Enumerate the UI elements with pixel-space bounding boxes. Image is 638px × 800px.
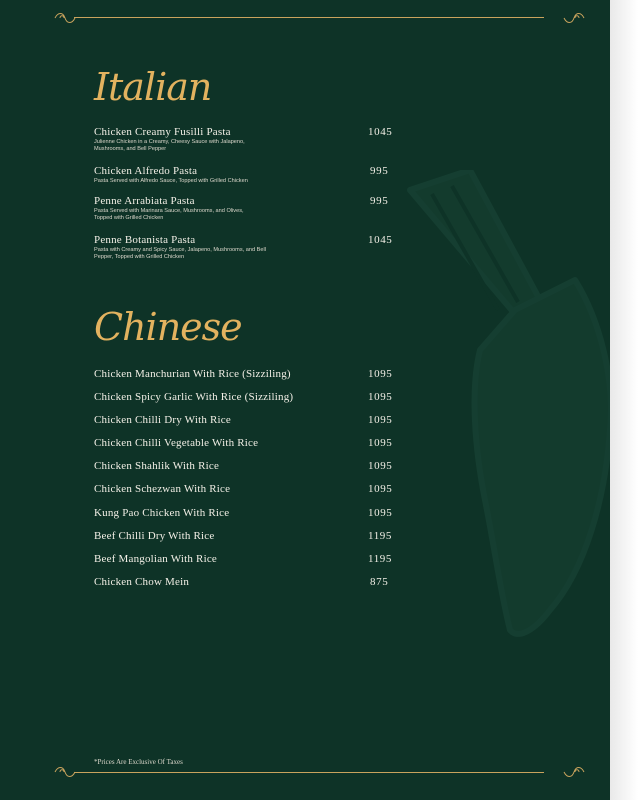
menu-item [94,195,394,222]
flourish-ornament-icon [54,10,76,26]
tax-footnote: *Prices Are Exclusive Of Taxes [94,758,183,766]
menu-item-name: Chicken Shahlik With Rice [94,460,220,472]
menu-item-name: Chicken Manchurian With Rice (Sizziling) [94,368,291,380]
menu-item [94,165,394,185]
page-edge [610,0,638,800]
menu-item-name: Chicken Chilli Vegetable With Rice [94,437,259,449]
item-description: Pasta Served with Marinara Sauce, Mushrooms, and Olives, Topped with Grilled Chicken [94,208,244,221]
item-price: 1095 [368,368,393,380]
menu-item [94,234,394,261]
item-price: 1045 [368,234,393,246]
flourish-ornament-icon [563,10,585,26]
item-price: 995 [370,195,389,207]
item-price: 995 [370,165,389,177]
flourish-ornament-icon [563,764,585,780]
italian-section-title: Italian [94,65,212,109]
spatula-icon [400,170,610,650]
bottom-gold-rule [74,772,544,773]
item-price: 1095 [368,483,393,495]
menu-item-name: Kung Pao Chicken With Rice [94,507,230,519]
item-name: Penne Arrabiata Pasta [94,195,195,207]
menu-item-name: Chicken Spicy Garlic With Rice (Sizziling) [94,391,294,403]
item-price: 1095 [368,391,393,403]
menu-item-name: Beef Mangolian With Rice [94,553,217,565]
flourish-ornament-icon [54,764,76,780]
menu-item-name: Beef Chilli Dry With Rice [94,530,215,542]
item-price: 1195 [368,530,392,542]
item-name: Chicken Alfredo Pasta [94,165,198,177]
menu-item-name: Chicken Schezwan With Rice [94,483,231,495]
menu-item-name: Chicken Chow Mein [94,576,190,588]
item-price: 1195 [368,553,392,565]
item-price: 1095 [368,460,393,472]
item-description: Julienne Chicken in a Creamy, Cheesy Sauce with Jalapeno, Mushrooms, and Bell Pepper [94,139,245,152]
item-description: Pasta with Creamy and Spicy Sauce, Jalapeno, Mushrooms, and Bell Pepper, Topped with Grilled Chicken [94,247,266,260]
top-gold-rule [74,17,544,18]
menu-item-name: Chicken Chilli Dry With Rice [94,414,231,426]
item-price: 1095 [368,414,393,426]
item-price: 1045 [368,126,393,138]
item-price: 875 [370,576,389,588]
menu-item [94,126,394,153]
item-name: Penne Botanista Pasta [94,234,196,246]
chinese-section-title: Chinese [94,305,242,349]
item-description: Pasta Served with Alfredo Sauce, Topped with Grilled Chicken [94,178,248,184]
item-name: Chicken Creamy Fusilli Pasta [94,126,231,138]
item-price: 1095 [368,437,393,449]
item-price: 1095 [368,507,393,519]
